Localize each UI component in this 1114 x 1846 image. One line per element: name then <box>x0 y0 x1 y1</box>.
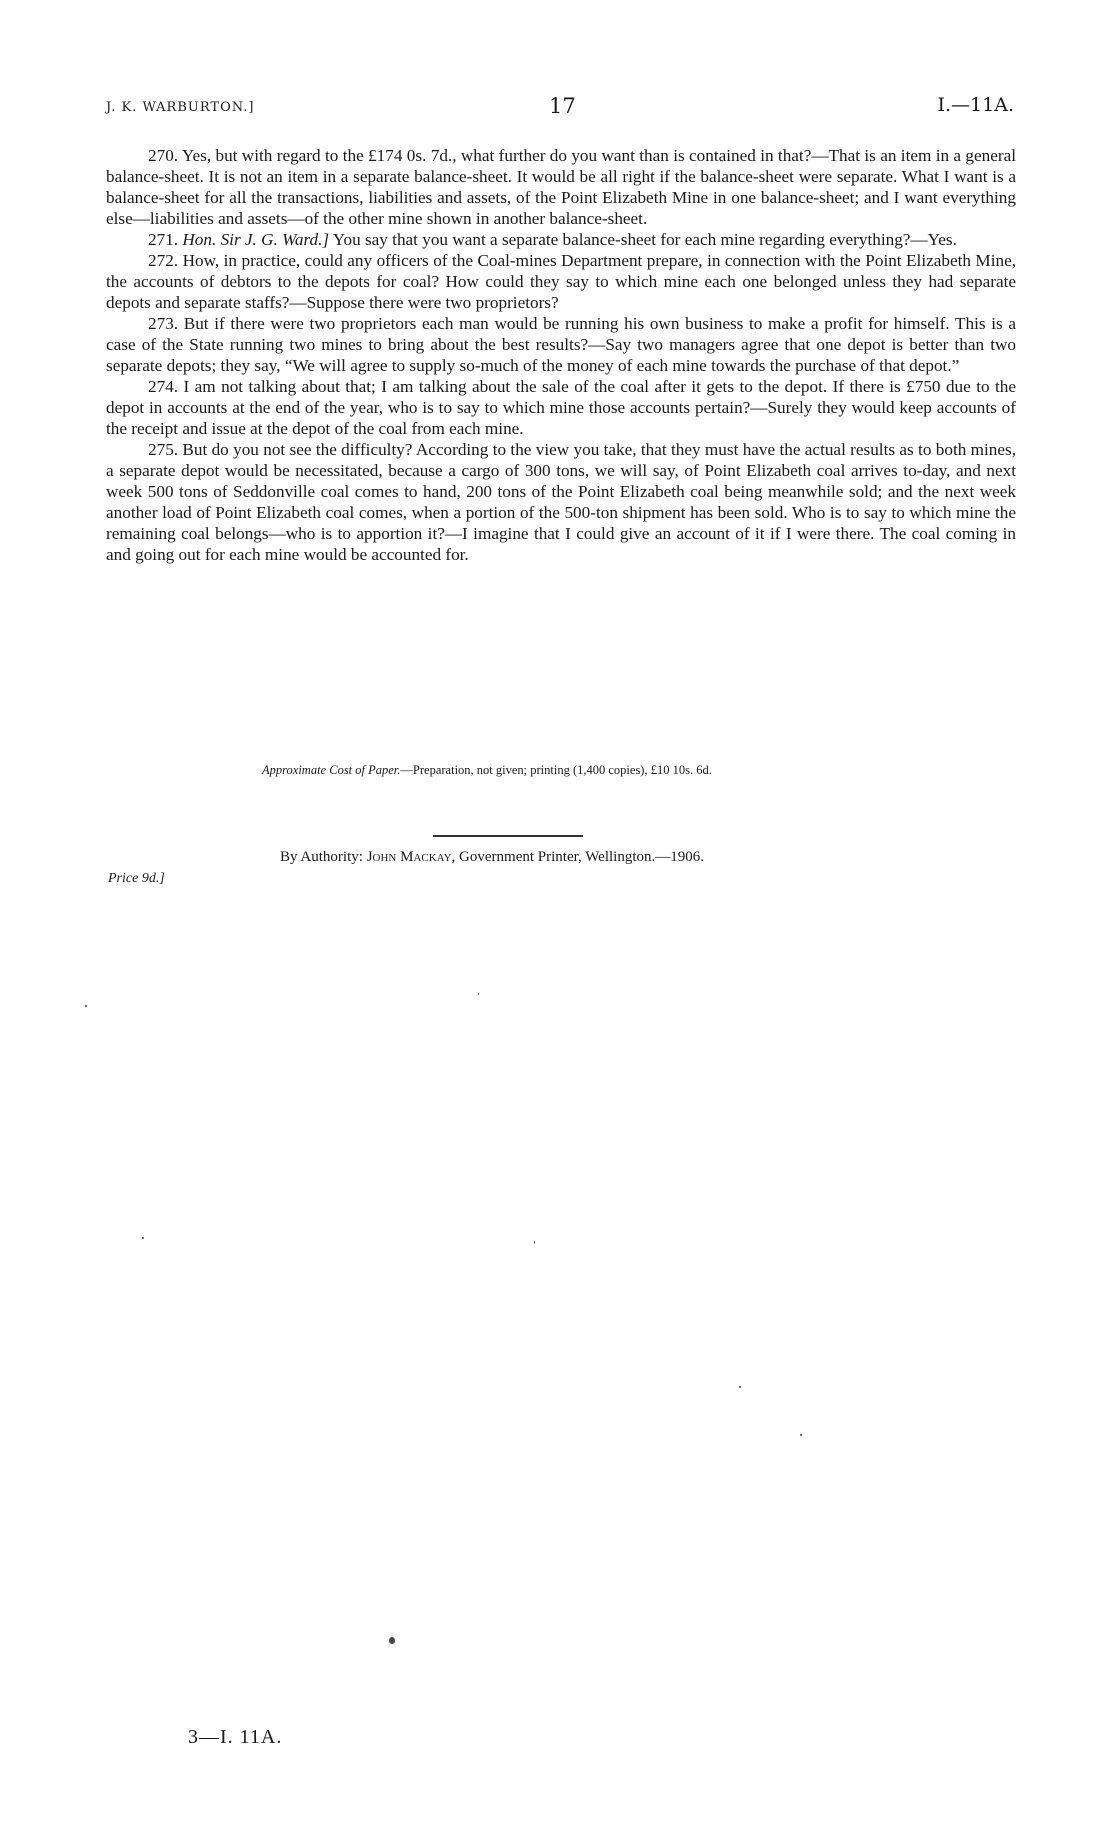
question-number: 271. <box>148 230 179 249</box>
cost-of-paper-note <box>262 763 712 778</box>
ink-speck <box>534 1241 535 1244</box>
printer-authority <box>280 849 704 866</box>
ink-speck <box>85 1005 87 1007</box>
price-note: Price 9d.] <box>108 871 165 886</box>
evidence-text <box>106 145 1016 565</box>
divider-rule <box>433 835 583 837</box>
authority-prefix: By Authority: <box>280 849 367 865</box>
question-272 <box>106 250 1016 313</box>
question-text: You say that you want a separate balance-sheet for each mine regarding everything?—Yes. <box>332 230 957 249</box>
question-274 <box>106 376 1016 439</box>
question-text: But if there were two proprietors each man would be running his own business to make a profit for himself. This is a case of the State running two mines to bring about the best results?—Say two managers agree that one depot is better than two separate depots; they say, “We will agree to supply so-much of the money of each mine towards the purchase of that depot.” <box>106 314 1016 375</box>
question-number: 273. <box>148 314 179 333</box>
signature-mark: 3—I. 11A. <box>188 1726 283 1748</box>
ink-speck <box>800 1434 802 1436</box>
question-275 <box>106 439 1016 565</box>
question-text: I am not talking about that; I am talking about the sale of the coal after it gets to the depot. If there is £750 due to the depot in accounts at the end of the year, who is to say to which mine those accounts pertain?—Surely they would keep accounts of the receipt and issue at the depot of the coal from each mine. <box>106 377 1017 438</box>
page-number: 17 <box>549 94 576 118</box>
cost-label: Approximate Cost of Paper. <box>262 763 401 777</box>
ink-speck <box>739 1386 741 1388</box>
question-text: But do you not see the difficulty? According to the view you take, that they must have the actual results as to both mines, a separate depot would be necessitated, because a cargo of 300 tons, we will say, of Point Elizabeth coal arrives to-day, and next week 500 tons of Seddonville coal comes to hand, 200 tons of the Point Elizabeth coal being meanwhile sold; and the next week another load of Point Elizabeth coal comes, when a portion of the 500-ton shipment has been sold. Who is to say to which mine the remaining coal belongs—who is to apportion it?—I imagine that I could give an account of it if I were there. The coal coming in and going out for each mine would be accounted for. <box>106 440 1016 564</box>
page-header <box>106 94 1014 124</box>
question-text: Yes, but with regard to the £174 0s. 7d., what further do you want than is contained in that?—That is an item in a general balance-sheet. It is not an item in a separate balance-sheet. It would be all right if the balance-sheet were separate. What I want is a balance-sheet for all the transactions, liabilities and assets, of the Point Elizabeth Mine in one balance-sheet; and I want everything else—liabilities and assets—of the other mine shown in another balance-sheet. <box>106 146 1016 228</box>
question-number: 274. <box>148 377 179 396</box>
question-number: 270. <box>148 146 179 165</box>
question-number: 275. <box>148 440 179 459</box>
question-number: 272. <box>148 251 179 270</box>
header-witness-name: J. K. WARBURTON.] <box>106 100 255 115</box>
paper-reference: I.—11A. <box>937 94 1014 116</box>
cost-text: —Preparation, not given; printing (1,400 copies), £10 10s. 6d. <box>400 763 712 777</box>
question-270 <box>106 145 1016 229</box>
speaker-name: Hon. Sir J. G. Ward.] <box>182 230 330 249</box>
ink-speck <box>389 1637 395 1644</box>
authority-suffix: , Government Printer, Wellington.—1906. <box>451 849 705 865</box>
ink-speck <box>478 993 479 995</box>
question-text: How, in practice, could any officers of the Coal-mines Department prepare, in connection with the Point Elizabeth Mine, the accounts of debtors to the depots for coal? How could they say to which mine each one belonged unless they had separate depots and separate staffs?—Suppose there were two proprietors? <box>106 251 1016 312</box>
printer-name: John Mackay <box>366 849 452 865</box>
ink-speck <box>142 1237 144 1239</box>
question-271 <box>106 229 1016 250</box>
question-273 <box>106 313 1016 376</box>
